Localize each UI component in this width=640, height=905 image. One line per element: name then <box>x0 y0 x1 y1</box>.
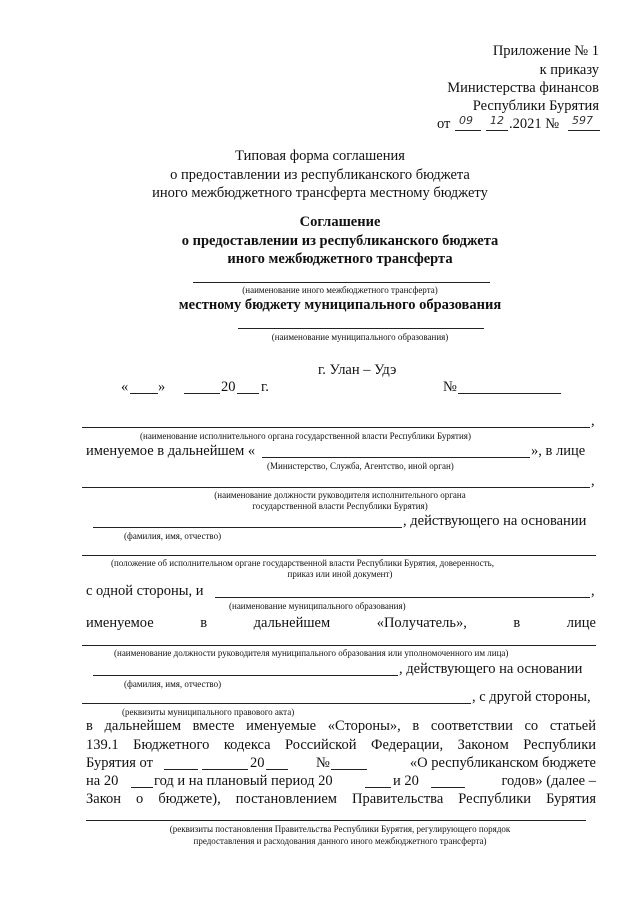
agreement-title-line3: иного межбюджетного трансферта <box>227 251 453 267</box>
appendix-date-year: .2021 № <box>509 116 560 132</box>
hint-gov-1: (реквизиты постановления Правительства Республики Бурятия, регулирующего порядок <box>169 824 511 834</box>
word-named: именуемое <box>86 615 154 631</box>
comma-1: , <box>591 413 595 429</box>
para4-c: и 20 <box>393 773 419 789</box>
para-line-5: Закон о бюджете), постановлением Правительства Республики Бурятия <box>86 791 596 807</box>
word-in-2: в <box>513 615 521 631</box>
date-quote-open: « <box>121 379 129 395</box>
word-in-1: в <box>200 615 208 631</box>
date-year-suffix: г. <box>261 379 269 395</box>
hint-executive: (наименование исполнительного органа государственной власти Республики Бурятия) <box>140 431 471 441</box>
appendix-line4: Республики Бурятия <box>472 98 599 114</box>
para-line-2: 139.1 Бюджетного кодекса Российской Федерации, Законом Республики <box>86 737 596 753</box>
appendix-date-prefix: от <box>437 116 451 132</box>
word-further: дальнейшем <box>253 615 331 631</box>
word-person: лице <box>566 615 596 631</box>
hint-municipality-2: (наименование муниципального образования) <box>229 601 406 611</box>
hint-position-2: государственной власти Республики Бурятия) <box>252 501 428 511</box>
appendix-line3: Министерства финансов <box>447 80 599 96</box>
para3-b: 20 <box>250 755 265 771</box>
hint-ministry: (Министерство, Служба, Агентство, иной орган) <box>267 461 454 471</box>
para-line-1: в дальнейшем вместе именуемые «Стороны», в соответствии со статьей <box>86 718 596 734</box>
hint-municipality: (наименование муниципального образования) <box>271 332 449 342</box>
hint-gov-2: предоставления и расходования данного иного межбюджетного трансферта) <box>193 836 487 846</box>
date-quote-close: » <box>158 379 166 395</box>
hint-position-1: (наименование должности руководителя исполнительного органа <box>214 490 466 500</box>
hint-act: (реквизиты муниципального правового акта) <box>122 707 295 717</box>
para4-a: на 20 <box>86 773 119 789</box>
form-title-line3: иного межбюджетного трансферта местному бюджету <box>152 185 488 201</box>
form-title-line1: Типовая форма соглашения <box>235 148 405 164</box>
para4-d: годов» (далее – <box>501 773 596 789</box>
number-sign: № <box>443 379 457 395</box>
one-side: с одной стороны, и <box>86 583 204 599</box>
form-title-line2: о предоставлении из республиканского бюджета <box>170 167 470 183</box>
para3-a: Бурятия от <box>86 755 153 771</box>
hint-transfer: (наименование иного межбюджетного трансферта) <box>242 285 438 295</box>
comma-2: , <box>591 473 595 489</box>
hint-regulation-2: приказ или иной документ) <box>287 569 393 579</box>
other-side: , с другой стороны, <box>472 689 591 705</box>
agreement-title-line2: о предоставлении из республиканского бюджета <box>181 233 499 249</box>
appendix-date-day: 09 <box>459 114 473 127</box>
city: г. Улан – Удэ <box>318 362 397 378</box>
named-prefix: именуемое в дальнейшем « <box>86 443 256 459</box>
appendix-date-month: 12 <box>490 114 504 127</box>
word-recipient: «Получатель», <box>376 615 467 631</box>
agreement-title-line4: местному бюджету муниципального образования <box>178 297 502 313</box>
named-suffix: », в лице <box>531 443 586 459</box>
para4-b: год и на плановый период 20 <box>154 773 333 789</box>
hint-fio-2: (фамилия, имя, отчество) <box>124 679 222 689</box>
hint-head-position: (наименование должности руководителя муниципального образования или уполномоченного им лица) <box>114 648 509 658</box>
agreement-title: Соглашение <box>299 214 381 230</box>
appendix-line2: к приказу <box>539 62 599 78</box>
named-recipient-line <box>86 615 596 632</box>
para3-c: № <box>316 755 330 771</box>
date-year-prefix: 20 <box>221 379 236 395</box>
hint-regulation-1: (положение об исполнительном органе государственной власти Республики Бурятия, доверенность, <box>111 558 495 568</box>
appendix-number: 597 <box>572 114 593 127</box>
hint-fio-1: (фамилия, имя, отчество) <box>124 531 222 541</box>
comma-3: , <box>591 583 595 599</box>
para3-d: «О республиканском бюджете <box>409 755 596 771</box>
appendix-line1: Приложение № 1 <box>492 43 599 59</box>
acting-on-2: , действующего на основании <box>399 661 583 677</box>
acting-on-1: , действующего на основании <box>403 513 587 529</box>
